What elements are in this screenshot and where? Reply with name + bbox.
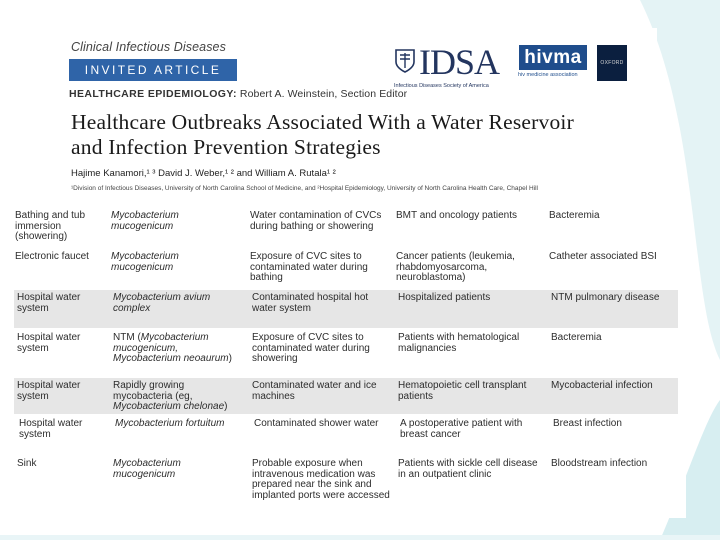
cell-organism: Mycobacterium mucogenicum <box>111 210 179 232</box>
title-line-1: Healthcare Outbreaks Associated With a Water Reservoir <box>71 110 574 134</box>
cell-organism: Mycobacterium mucogenicum <box>113 458 181 480</box>
hivma-subtitle: hiv medicine association <box>518 72 578 78</box>
cell-source: Water contamination of CVCs during bathing or showering <box>250 210 382 232</box>
invited-article-banner: INVITED ARTICLE <box>69 59 237 81</box>
idsa-subtitle: Infectious Diseases Society of America <box>394 83 489 89</box>
table-row <box>14 378 678 414</box>
cell-source: Contaminated water and ice machines <box>252 380 377 402</box>
section-line <box>69 88 407 100</box>
table-row <box>14 330 678 376</box>
idsa-shield-icon <box>394 48 416 74</box>
cell-population: Patients with hematological malignancies <box>398 332 520 354</box>
cell-setting: Bathing and tub immersion (showering) <box>15 210 86 242</box>
cell-population: Hematopoietic cell transplant patients <box>398 380 527 402</box>
article-title <box>71 110 651 160</box>
author-list: Hajime Kanamori,¹ ³ David J. Weber,¹ ² and William A. Rutala¹ ² <box>71 168 336 179</box>
cell-setting: Sink <box>17 458 37 469</box>
cell-infection: Bloodstream infection <box>551 458 648 469</box>
table-row <box>12 208 674 246</box>
cell-source: Exposure of CVC sites to contaminated water during showering <box>252 332 370 364</box>
cell-infection: Mycobacterial infection <box>551 380 653 391</box>
cell-population: Hospitalized patients <box>398 292 491 303</box>
cell-infection: Bacteremia <box>549 210 600 221</box>
article-header <box>27 28 657 200</box>
table-row <box>14 290 678 328</box>
idsa-wordmark: IDSA <box>419 42 500 82</box>
cell-setting: Hospital water system <box>17 380 81 402</box>
cell-source: Contaminated hospital hot water system <box>252 292 369 314</box>
cell-population: Cancer patients (leukemia, rhabdomyosarcoma, neuroblastoma) <box>396 251 515 283</box>
cell-organism: Mycobacterium avium complex <box>113 292 211 314</box>
cell-infection: NTM pulmonary disease <box>551 292 660 303</box>
journal-name: Clinical Infectious Diseases <box>71 40 226 54</box>
cell-organism: Rapidly growing mycobacteria (eg, Mycobacterium chelonae) <box>113 380 228 412</box>
cell-population: BMT and oncology patients <box>396 210 518 221</box>
cell-setting: Electronic faucet <box>15 251 89 262</box>
cell-population: Patients with sickle cell disease in an outpatient clinic <box>398 458 538 480</box>
cell-source: Probable exposure when intravenous medication was prepared near the sink and implanted ports were accessed <box>252 458 390 501</box>
table-row <box>14 456 686 518</box>
cell-organism: NTM (Mycobacterium mucogenicum, Mycobacterium neoaurum) <box>113 332 232 364</box>
cell-infection: Catheter associated BSI <box>549 251 657 262</box>
cell-organism: Mycobacterium mucogenicum <box>111 251 179 273</box>
cell-setting: Hospital water system <box>19 418 83 440</box>
table-row <box>12 249 686 289</box>
cell-setting: Hospital water system <box>17 292 81 314</box>
cell-organism: Mycobacterium fortuitum <box>115 418 225 429</box>
cell-infection: Breast infection <box>553 418 622 429</box>
cell-setting: Hospital water system <box>17 332 81 354</box>
title-line-2: and Infection Prevention Strategies <box>71 135 381 159</box>
cell-source: Contaminated shower water <box>254 418 379 429</box>
cell-source: Exposure of CVC sites to contaminated water during bathing <box>250 251 368 283</box>
idsa-logo <box>394 44 514 92</box>
section-editor: Robert A. Weinstein, Section Editor <box>239 88 408 100</box>
section-label: HEALTHCARE EPIDEMIOLOGY: <box>69 88 237 100</box>
oxford-logo: OXFORD <box>597 45 627 81</box>
table-row <box>16 416 686 454</box>
cell-population: A postoperative patient with breast cancer <box>400 418 523 440</box>
cell-infection: Bacteremia <box>551 332 602 343</box>
hivma-logo: hivma <box>519 45 587 70</box>
affiliation-line: ¹Division of Infectious Diseases, University of North Carolina School of Medicine, and ²Hospital Epidemiology, University of North Carolina Health Care, Chapel Hill <box>71 185 538 192</box>
